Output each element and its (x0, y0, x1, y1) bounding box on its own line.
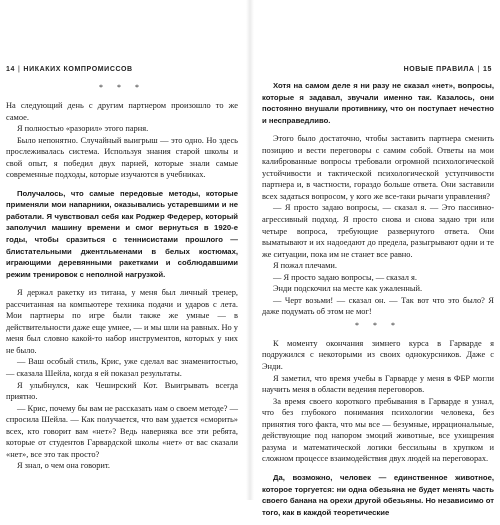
paragraph: К моменту окончания зимнего курса в Гарварде я подружился с некоторыми из своих однокурсников. Даже с Энди. (262, 338, 494, 372)
left-running-head (6, 66, 133, 73)
running-head-separator: | (18, 66, 21, 73)
paragraph: На следующий день с другим партнером произошло то же самое. (6, 101, 238, 122)
paragraph: Я улыбнулся, как Чеширский Кот. Выигрывать всегда приятно. (6, 380, 238, 402)
paragraph: — Ваш особый стиль, Крис, уже сделал вас знаменитостью, — сказала Шейла, когда я ей показал результаты. (6, 357, 238, 379)
right-page-body (262, 80, 494, 525)
paragraph: Я заметил, что время учебы в Гарварде у меня в ФБР могли научить меня в области ведения переговоров. (262, 373, 494, 395)
bold-callout-paragraph: Хотя на самом деле я ни разу не сказал «нет», вопросы, которые я задавал, звучали именно так. Казалось, они постоянно внушали противнику, что он поступает нечестно и несправедливо. (262, 81, 494, 125)
bold-callout-paragraph: Да, возможно, человек — единственное животное, которое торгуется: ни одна обезьяна не будет менять часть своего банана на орехи другой обезьяны. Но независимо от того, как в каждой теоретические (262, 472, 494, 517)
paragraph: Я знал, о чем она говорит. (17, 461, 111, 471)
section-break-stars: * * * (355, 320, 401, 330)
right-running-head (404, 66, 492, 73)
paragraph: За время своего короткого пребывания в Гарварде я узнал, что без глубокого понимания психологии человека, без принятия того факта, что мы все — безумные, иррациональные, действующие под напором эмоций животные, все ухищрения разума и математической логики бессильны в хрупком и сложном процессе взаимодействия двух людей на переговорах. (262, 396, 494, 464)
paragraph: Этого было достаточно, чтобы заставить партнера сменить позицию и вести переговоры с самим собой. Ответы на мои калиброванные вопросы требовали огромной психологической устойчивости и тактической психологической уступчивости партнера и, в частности, гораздо больше ответа. Они заставили всех задаться вопросом, у кого же все-таки рычаги управления? (262, 134, 494, 201)
right-running-head-title: НОВЫЕ ПРАВИЛА (403, 66, 475, 73)
running-head-separator: | (477, 66, 480, 73)
paragraph: Я пожал плечами. (273, 261, 337, 271)
right-page (250, 0, 500, 517)
left-page-number: 14 (6, 66, 15, 73)
paragraph: Было непонятно. Случайный выигрыш — это одно. Но здесь прослеживалась система. Используя знания старой школы и свой опыт, я победил двух парней, которые знали самые современные подходы, которые изучаются в учебниках. (6, 135, 238, 180)
left-page-body (6, 80, 238, 472)
paragraph: Я полностью «разорил» этого парня. (17, 124, 149, 134)
paragraph: Энди подскочил на месте как ужаленный. (273, 284, 423, 294)
paragraph: Я держал ракетку из титана, у меня был личный тренер, рассчитанная на компьютере техника подачи и ударов с лета. Мои партнеры по игре были также же умные — в действительности даже еще умнее, — и мы шли на равных. Но у меня был словно какой-то набор инструментов, которых у них не было. (6, 288, 238, 355)
paragraph: — Черт возьми! — сказал он. — Так вот что это было? Я даже подумать об этом не мог! (262, 295, 494, 317)
paragraph: — Я просто задаю вопросы, — сказал я. — Это пассивно-агрессивный подход. Я просто снова и снова задаю три или четыре вопроса, требующие развернутого ответа. Они выматывают и их надоедают до предела, разыгрывают одни и те же ситуации, пока им не станет все равно. (262, 203, 494, 259)
section-break-stars: * * * (99, 83, 145, 92)
paragraph: — Крис, почему бы вам не рассказать нам о своем методе? — спросила Шейла. — Как получается, что вам удается «сморить» всех, кто говорит вам «нет»? Ведь наверняка все эти ребята, которые от студентов Гарвардской школы «нет» от вас сказали «нет», все это так просто? (6, 403, 238, 459)
bold-callout-paragraph: Получалось, что самые передовые методы, которые применяли мои напарники, оказывались устаревшими и не работали. Я чувствовал себя как Роджер Федерер, который заполучил машину времени и смог вернуться в 1920-е годы, чтобы сразиться с теннисистами прошлого — блистательными джентльменами в белых костюмах, играющими деревянными ракетками и соблюдавшими режим тренировок с неполной нагрузкой. (6, 188, 238, 279)
left-page (0, 0, 250, 500)
paragraph: — Я просто задаю вопросы, — сказал я. (273, 272, 417, 282)
right-page-number: 15 (483, 66, 492, 73)
left-running-head-title: НИКАКИХ КОМПРОМИССОВ (23, 66, 133, 73)
